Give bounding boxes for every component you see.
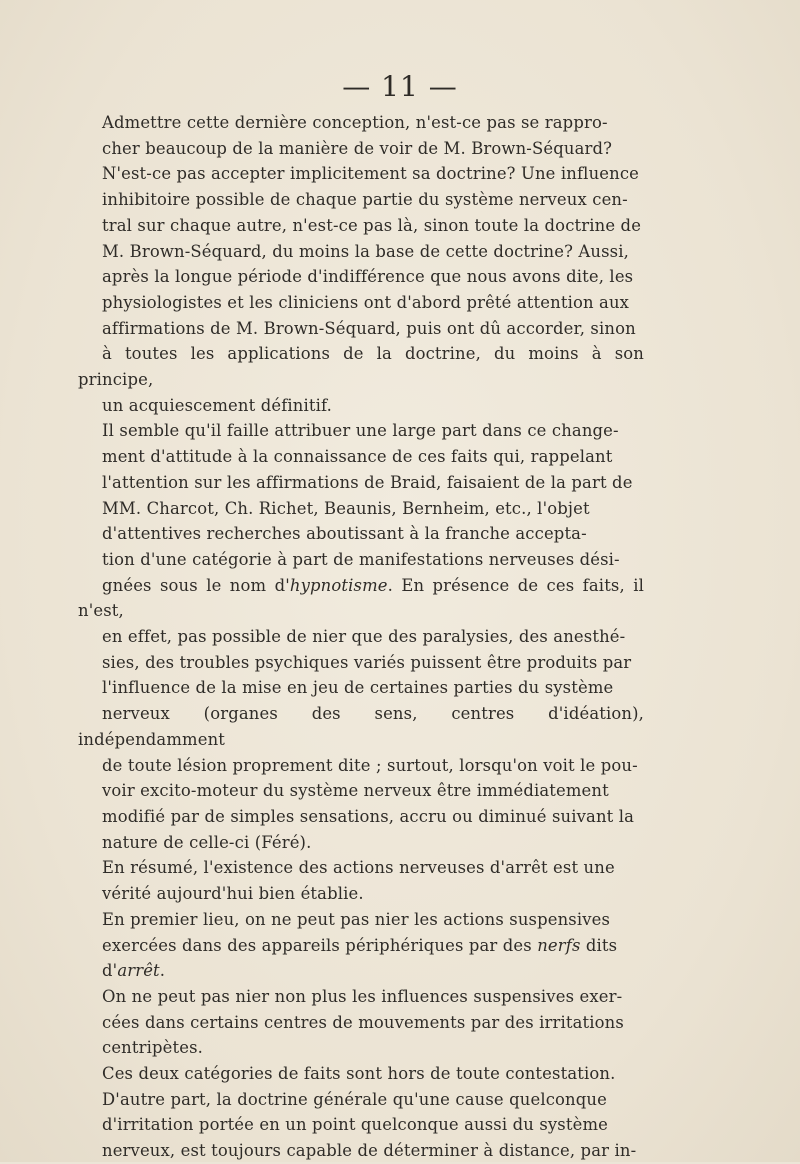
text-line: à toutes les applications de la doctrine, du moins à son principe, [78, 344, 644, 390]
text-line: voir excito-moteur du système nerveux être immédiatement [102, 781, 609, 801]
italic-term: hypnotisme [289, 575, 388, 595]
text-run: d' [102, 961, 118, 981]
text-line: l'influence de la mise en jeu de certaines parties du système [102, 678, 614, 698]
text-line: nerveux (organes des sens, centres d'idéation), indépendamment [78, 704, 644, 749]
paragraph-7 [78, 1087, 644, 1164]
text-line [78, 573, 644, 624]
italic-term: arrêt [117, 961, 160, 981]
text-line: inhibitoire possible de chaque partie du système nerveux cen- [102, 190, 628, 210]
text-line: Ces deux catégories de faits sont hors de toute contestation. [102, 1064, 616, 1084]
text-line: affirmations de M. Brown-Séquard, puis ont dû accorder, sinon [102, 318, 636, 338]
text-line: en effet, pas possible de nier que des paralysies, des anesthé- [102, 627, 626, 647]
text-line: D'autre part, la doctrine générale qu'une cause quelconque [102, 1089, 607, 1109]
text-line: d'irritation portée en un point quelconque aussi du système [102, 1115, 608, 1135]
text-line: Il semble qu'il faille attribuer une large part dans ce change- [102, 421, 619, 441]
text-run: gnées sous le nom d' [102, 575, 290, 595]
text-line: un acquiescement définitif. [102, 395, 333, 415]
text-line: vérité aujourd'hui bien établie. [102, 884, 364, 904]
text-line: En résumé, l'existence des actions nerveuses d'arrêt est une [102, 858, 615, 878]
text-line: tion d'une catégorie à part de manifestations nerveuses dési- [102, 549, 620, 569]
paragraph-1 [78, 110, 644, 418]
text-line: Admettre cette dernière conception, n'est-ce pas se rappro- [102, 113, 608, 132]
text-line: cher beaucoup de la manière de voir de M. Brown-Séquard? [102, 138, 613, 158]
text-line: nature de celle-ci (Féré). [102, 832, 312, 852]
paragraph-2 [78, 418, 644, 855]
text-line: tral sur chaque autre, n'est-ce pas là, sinon toute la doctrine de [102, 215, 642, 235]
text-line: ment d'attitude à la connaissance de ces faits qui, rappelant [102, 447, 613, 467]
text-line: M. Brown-Séquard, du moins la base de cette doctrine? Aussi, [102, 241, 629, 261]
text-line: nerveux, est toujours capable de déterminer à distance, par in- [102, 1141, 637, 1161]
text-line [78, 958, 644, 984]
paragraph-6 [78, 1061, 644, 1087]
paragraph-3 [78, 855, 644, 906]
text-run: dits [580, 935, 618, 955]
text-line: physiologistes et les cliniciens ont d'abord prêté attention aux [102, 292, 630, 312]
body-text [78, 110, 644, 1164]
text-line: centripètes. [102, 1038, 204, 1058]
text-line: MM. Charcot, Ch. Richet, Beaunis, Bernheim, etc., l'objet [102, 498, 590, 518]
text-run: exercées dans des appareils périphériques par des [102, 935, 538, 955]
text-line: N'est-ce pas accepter implicitement sa doctrine? Une influence [102, 164, 640, 184]
text-run: . [159, 961, 166, 981]
italic-term: nerfs [537, 935, 581, 955]
page-number: — 11 — [342, 70, 458, 103]
text-line: sies, des troubles psychiques variés puissent être produits par [102, 652, 632, 672]
paragraph-5 [78, 984, 644, 1061]
text-line: En premier lieu, on ne peut pas nier les actions suspensives [102, 909, 611, 929]
text-line: l'attention sur les affirmations de Braid, faisaient de la part de [102, 472, 633, 492]
text-line [78, 933, 644, 959]
paragraph-4 [78, 907, 644, 984]
text-line: cées dans certains centres de mouvements par des irritations [102, 1012, 624, 1032]
text-line: après la longue période d'indifférence que nous avons dite, les [102, 267, 634, 287]
text-line: On ne peut pas nier non plus les influences suspensives exer- [102, 986, 623, 1006]
text-line: d'attentives recherches aboutissant à la franche accepta- [102, 524, 587, 544]
text-run: . En présence de ces faits, il n'est, [78, 575, 645, 621]
text-line: de toute lésion proprement dite ; surtout, lorsqu'on voit le pou- [102, 755, 638, 775]
text-line: modifié par de simples sensations, accru ou diminué suivant la [102, 806, 635, 826]
